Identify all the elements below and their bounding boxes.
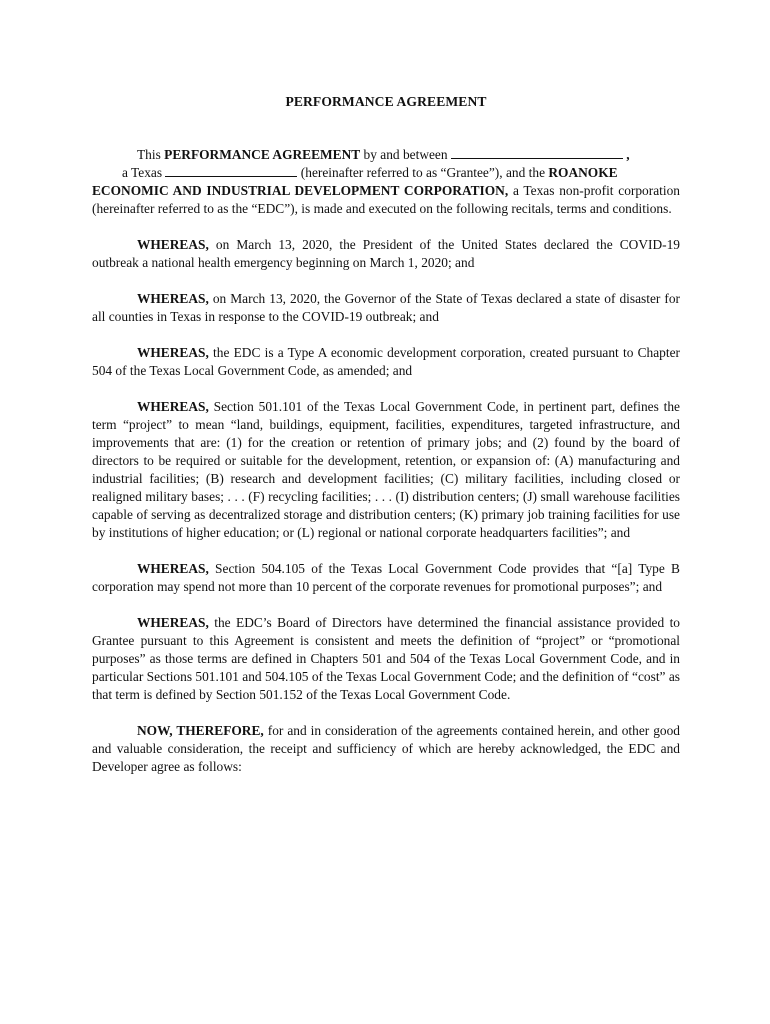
recital-paragraph [92,614,680,704]
recital-text: Section 504.105 of the Texas Local Government Code provides that “[a] Type B corporation may spend not more than 10 percent of the corporate revenues for promotional purposes”; and [92,561,680,594]
agreement-clause [92,722,680,776]
recital-paragraph [92,236,680,272]
edc-name: ROANOKE [548,165,618,180]
document-body [92,93,680,794]
intro-text: (hereinafter referred to as “Grantee”), and the [297,165,549,180]
recital-label: WHEREAS, [137,237,209,252]
recital-label: WHEREAS, [137,615,209,630]
intro-line-3 [92,182,680,218]
recital-text: Section 501.101 of the Texas Local Government Code, in pertinent part, defines the term “project” to mean “land, buildings, equipment, facilities, expenditures, targeted infrastructure, and improvements that are: (1) for the creation or retention of primary jobs; and (2) found by the board of directors to be required or suitable for the development, retention, or expansion of: (A) manufacturing and industrial facilities; (B) research and development facilities; (C) military facilities, including closed or realigned military bases; . . . (F) recycling facilities; . . . (I) distribution centers; (J) small warehouse facilities capable of serving as decentralized storage and distribution centers; (K) primary job training facilities for use by institutions of higher education; or (L) regional or national corporate headquarters facilities”; and [92,399,680,540]
intro-text: a Texas non-profit corporation (hereinafter referred to as the “EDC”), is made and executed on the following recitals, terms and conditions. [92,183,680,216]
intro-text: This [137,147,165,162]
edc-name: ECONOMIC AND INDUSTRIAL DEVELOPMENT CORPORATION, [92,183,509,198]
recital-paragraph [92,398,680,542]
recital-paragraph [92,344,680,380]
recital-label: WHEREAS, [137,399,209,414]
party-name-blank[interactable] [451,146,623,159]
recital-text: on March 13, 2020, the Governor of the State of Texas declared a state of disaster for all counties in Texas in response to the COVID-19 outbreak; and [92,291,680,324]
entity-type-blank[interactable] [165,164,297,177]
intro-line-1 [92,146,680,164]
intro-line-2 [92,164,680,182]
document-title: PERFORMANCE AGREEMENT [285,94,487,109]
recital-paragraph [92,290,680,326]
clause-label: NOW, THEREFORE, [137,723,264,738]
recital-text: the EDC’s Board of Directors have determined the financial assistance provided to Grantee pursuant to this Agreement is consistent and meets the definition of “project” or “promotional purposes” as those terms are defined in Chapters 501 and 504 of the Texas Local Government Code, and in particular Sections 501.101 and 504.105 of the Texas Local Government Code; and the definition of “cost” as that term is defined by Section 501.152 of the Texas Local Government Code. [92,615,680,702]
recital-label: WHEREAS, [137,291,209,306]
recital-paragraph [92,560,680,596]
recital-text: on March 13, 2020, the President of the United States declared the COVID-19 outbreak a national health emergency beginning on March 1, 2020; and [92,237,680,270]
clause-text: for and in consideration of the agreements contained herein, and other good and valuable consideration, the receipt and sufficiency of which are hereby acknowledged, the EDC and Developer agree as follows: [92,723,680,774]
intro-paragraph [92,146,680,218]
recital-label: WHEREAS, [137,561,209,576]
agreement-name: PERFORMANCE AGREEMENT [164,147,361,162]
intro-text: , [622,147,630,162]
recital-text: the EDC is a Type A economic development corporation, created pursuant to Chapter 504 of the Texas Local Government Code, as amended; and [92,345,680,378]
recital-label: WHEREAS, [137,345,209,360]
intro-text: by and between [360,147,451,162]
intro-text: a Texas [122,165,166,180]
